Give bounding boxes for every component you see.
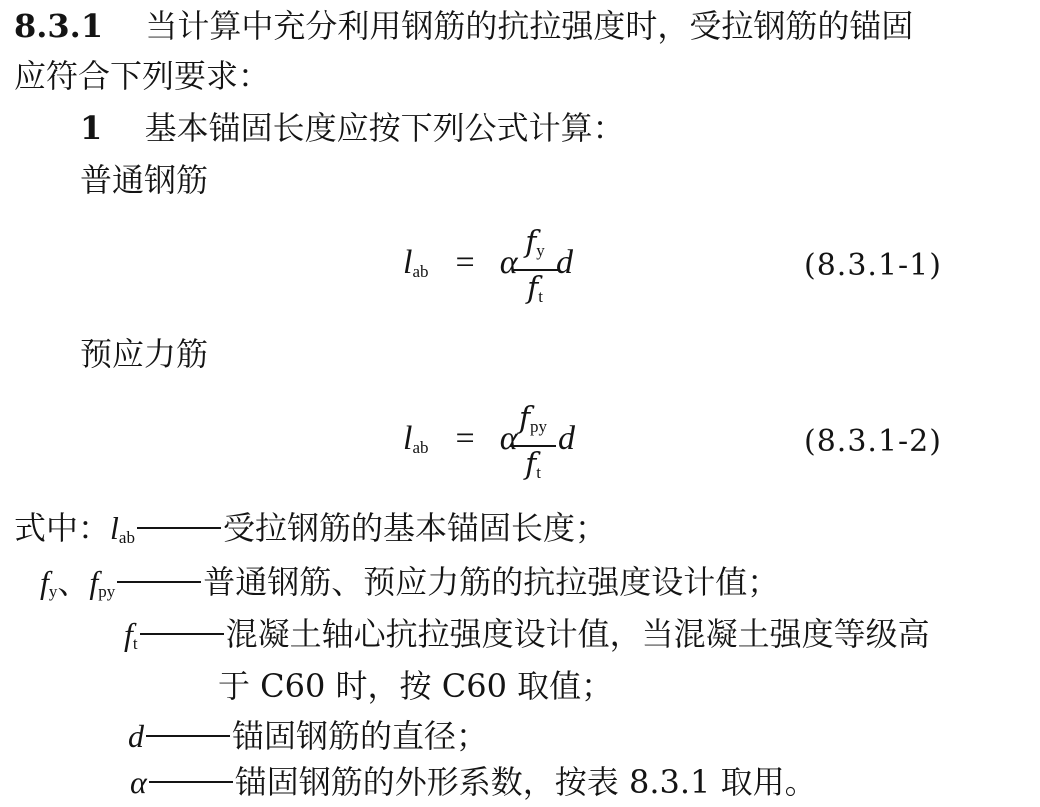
where-fy-sep: 、 [57, 563, 90, 601]
dash [140, 633, 224, 635]
where-fy [40, 560, 779, 614]
formula1-lhs: l [403, 244, 413, 281]
formula2-eq: = [455, 420, 475, 457]
formula1-num-sub: y [536, 241, 545, 260]
item-number: 1 [80, 109, 103, 147]
formula2-lhs: l [403, 420, 413, 457]
formula2-d: d [558, 420, 575, 457]
formula1-lhs-sub: ab [412, 262, 429, 281]
clause-text-2: 应符合下列要求： [14, 57, 271, 95]
formula2-lhs-sub: ab [412, 438, 429, 457]
where-ft [124, 612, 930, 666]
where-prefix: 式中： [14, 509, 111, 547]
where-alpha-desc: 锚固钢筋的外形系数，按表 8.3.1 取用。 [234, 763, 817, 801]
where-ft-sym: f [124, 616, 133, 652]
where-fpy-sym: f [89, 564, 99, 600]
prestressed-label: 预应力筋 [80, 335, 209, 373]
dash [146, 735, 230, 737]
formula1-num: f [525, 225, 537, 260]
formula2-number: (8.3.1-2) [804, 424, 942, 459]
dash [149, 781, 233, 783]
formula2-num-sub: py [530, 417, 548, 436]
where-ft-desc1: 混凝土轴心抗拉强度设计值，当混凝土强度等级高 [225, 615, 930, 653]
where-lab-sub: ab [118, 528, 135, 547]
where-ft-sub: t [132, 634, 138, 653]
formula1-eq: = [455, 244, 475, 281]
where-lab-sym: l [110, 510, 119, 546]
where-alpha-sym: α [130, 764, 147, 800]
where-d-desc: 锚固钢筋的直径； [232, 717, 489, 755]
formula1-number: (8.3.1-1) [804, 248, 942, 283]
formula1-d: d [556, 244, 573, 281]
where-fy-sym: f [40, 564, 49, 600]
item-text: 基本锚固长度应按下列公式计算： [144, 109, 625, 147]
clause-number: 8.3.1 [14, 7, 104, 45]
formula2-den: f [525, 447, 537, 482]
where-d-sym: d [128, 718, 144, 754]
formula1-den: f [527, 271, 539, 306]
formula1-alpha: α [499, 244, 518, 281]
where-alpha [130, 760, 817, 804]
formula1-den-sub: t [538, 287, 543, 306]
item-1 [80, 106, 625, 150]
formula2-den-sub: t [536, 463, 541, 482]
where-d [128, 714, 488, 758]
where-lab-desc: 受拉钢筋的基本锚固长度； [222, 509, 607, 547]
formula2-num: f [518, 401, 531, 436]
dash [137, 527, 221, 529]
where-lab [14, 506, 607, 560]
formula2-fraction [510, 402, 556, 490]
where-fpy-sub: py [98, 582, 116, 601]
where-ft-desc2: 于 C60 时，按 C60 取值； [218, 667, 614, 705]
clause-line-1 [14, 4, 913, 48]
normal-rebar-label: 普通钢筋 [80, 161, 209, 199]
where-fy-sub: y [48, 582, 58, 601]
where-fy-desc: 普通钢筋、预应力筋的抗拉强度设计值； [203, 563, 780, 601]
formula1-fraction [512, 226, 558, 314]
clause-text-1: 当计算中充分利用钢筋的抗拉强度时，受拉钢筋的锚固 [145, 7, 914, 45]
formula2-alpha: α [499, 420, 518, 457]
dash [117, 581, 201, 583]
